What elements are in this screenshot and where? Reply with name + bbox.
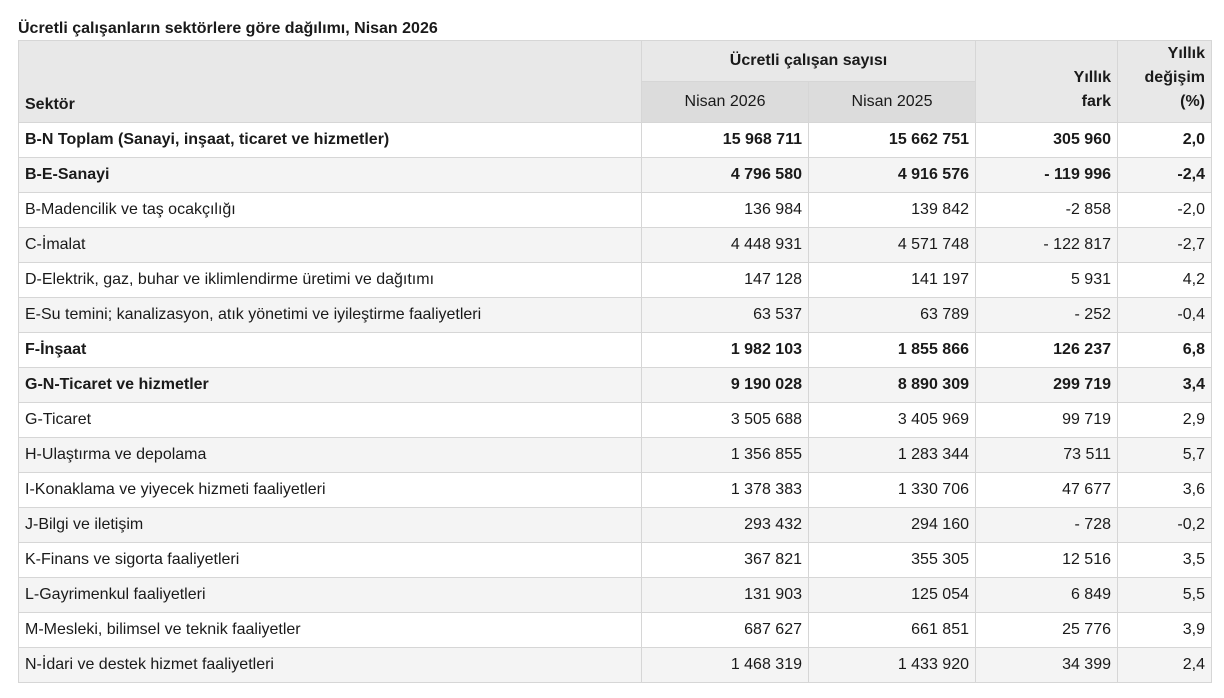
annual-diff-cell: 126 237 [976, 333, 1118, 368]
table-row [19, 473, 1212, 508]
april-2025-cell: 15 662 751 [809, 123, 976, 158]
annual-change-cell: 5,7 [1118, 438, 1212, 473]
table-row [19, 613, 1212, 648]
annual-change-cell: 2,0 [1118, 123, 1212, 158]
april-2026-cell: 147 128 [642, 263, 809, 298]
annual-change-cell: 2,9 [1118, 403, 1212, 438]
sector-cell: G-N-Ticaret ve hizmetler [19, 368, 642, 403]
april-2026-cell: 4 448 931 [642, 228, 809, 263]
april-2025-cell: 661 851 [809, 613, 976, 648]
table-title: Ücretli çalışanların sektörlere göre dağılımı, Nisan 2026 [18, 20, 438, 37]
april-2026-cell: 1 356 855 [642, 438, 809, 473]
april-2026-cell: 136 984 [642, 193, 809, 228]
annual-change-cell: 3,4 [1118, 368, 1212, 403]
sector-cell: G-Ticaret [19, 403, 642, 438]
april-2026-cell: 367 821 [642, 543, 809, 578]
header-annual-change [1118, 41, 1212, 123]
april-2025-cell: 4 916 576 [809, 158, 976, 193]
april-2025-cell: 1 283 344 [809, 438, 976, 473]
annual-change-cell: -2,4 [1118, 158, 1212, 193]
april-2025-cell: 125 054 [809, 578, 976, 613]
annual-change-cell: -2,0 [1118, 193, 1212, 228]
sector-cell: B-Madencilik ve taş ocakçılığı [19, 193, 642, 228]
header-annual-change-line3: (%) [1180, 93, 1205, 110]
april-2025-cell: 8 890 309 [809, 368, 976, 403]
april-2026-cell: 1 982 103 [642, 333, 809, 368]
april-2025-cell: 355 305 [809, 543, 976, 578]
table-row [19, 123, 1212, 158]
table-row [19, 403, 1212, 438]
april-2025-cell: 1 433 920 [809, 648, 976, 683]
annual-diff-cell: 12 516 [976, 543, 1118, 578]
annual-diff-cell: 99 719 [976, 403, 1118, 438]
annual-change-cell: -2,7 [1118, 228, 1212, 263]
annual-change-cell: 3,9 [1118, 613, 1212, 648]
annual-diff-cell: 299 719 [976, 368, 1118, 403]
april-2026-cell: 1 468 319 [642, 648, 809, 683]
sector-employment-table [18, 40, 1212, 683]
sector-cell: J-Bilgi ve iletişim [19, 508, 642, 543]
table-row [19, 263, 1212, 298]
table-body [19, 123, 1212, 683]
annual-diff-cell: 25 776 [976, 613, 1118, 648]
april-2025-cell: 141 197 [809, 263, 976, 298]
header-april-2026: Nisan 2026 [642, 82, 809, 123]
annual-change-cell: -0,2 [1118, 508, 1212, 543]
annual-diff-cell: 5 931 [976, 263, 1118, 298]
april-2025-cell: 139 842 [809, 193, 976, 228]
annual-change-cell: 3,6 [1118, 473, 1212, 508]
april-2025-cell: 3 405 969 [809, 403, 976, 438]
table-row [19, 228, 1212, 263]
sector-cell: I-Konaklama ve yiyecek hizmeti faaliyetleri [19, 473, 642, 508]
header-annual-diff [976, 41, 1118, 123]
annual-diff-cell: - 122 817 [976, 228, 1118, 263]
table-row [19, 543, 1212, 578]
table-row [19, 578, 1212, 613]
april-2026-cell: 9 190 028 [642, 368, 809, 403]
table-header [19, 41, 1212, 123]
april-2026-cell: 1 378 383 [642, 473, 809, 508]
sector-cell: D-Elektrik, gaz, buhar ve iklimlendirme üretimi ve dağıtımı [19, 263, 642, 298]
sector-cell: K-Finans ve sigorta faaliyetleri [19, 543, 642, 578]
table-row [19, 158, 1212, 193]
sector-cell: E-Su temini; kanalizasyon, atık yönetimi ve iyileştirme faaliyetleri [19, 298, 642, 333]
april-2026-cell: 131 903 [642, 578, 809, 613]
annual-diff-cell: 6 849 [976, 578, 1118, 613]
annual-change-cell: 2,4 [1118, 648, 1212, 683]
april-2025-cell: 1 855 866 [809, 333, 976, 368]
annual-change-cell: -0,4 [1118, 298, 1212, 333]
header-annual-change-line2: değişim [1144, 69, 1205, 86]
april-2026-cell: 15 968 711 [642, 123, 809, 158]
april-2026-cell: 3 505 688 [642, 403, 809, 438]
table-row [19, 508, 1212, 543]
annual-diff-cell: 47 677 [976, 473, 1118, 508]
table-row [19, 438, 1212, 473]
sector-cell: B-E-Sanayi [19, 158, 642, 193]
sector-cell: C-İmalat [19, 228, 642, 263]
april-2026-cell: 293 432 [642, 508, 809, 543]
header-sector: Sektör [19, 41, 642, 123]
annual-diff-cell: 34 399 [976, 648, 1118, 683]
annual-diff-cell: - 252 [976, 298, 1118, 333]
april-2025-cell: 1 330 706 [809, 473, 976, 508]
header-april-2025: Nisan 2025 [809, 82, 976, 123]
april-2025-cell: 63 789 [809, 298, 976, 333]
header-group-employees: Ücretli çalışan sayısı [642, 41, 976, 82]
april-2026-cell: 63 537 [642, 298, 809, 333]
annual-diff-cell: -2 858 [976, 193, 1118, 228]
annual-change-cell: 3,5 [1118, 543, 1212, 578]
annual-diff-cell: 73 511 [976, 438, 1118, 473]
table-row [19, 333, 1212, 368]
header-annual-diff-line1: Yıllık [1073, 69, 1111, 86]
annual-change-cell: 6,8 [1118, 333, 1212, 368]
sector-cell: N-İdari ve destek hizmet faaliyetleri [19, 648, 642, 683]
annual-change-cell: 4,2 [1118, 263, 1212, 298]
annual-change-cell: 5,5 [1118, 578, 1212, 613]
annual-diff-cell: - 728 [976, 508, 1118, 543]
table-row [19, 648, 1212, 683]
sector-cell: H-Ulaştırma ve depolama [19, 438, 642, 473]
table-container [18, 18, 1211, 683]
april-2025-cell: 294 160 [809, 508, 976, 543]
table-row [19, 368, 1212, 403]
annual-diff-cell: 305 960 [976, 123, 1118, 158]
sector-cell: L-Gayrimenkul faaliyetleri [19, 578, 642, 613]
annual-diff-cell: - 119 996 [976, 158, 1118, 193]
sector-cell: B-N Toplam (Sanayi, inşaat, ticaret ve hizmetler) [19, 123, 642, 158]
header-annual-diff-line2: fark [1081, 93, 1111, 110]
table-row [19, 298, 1212, 333]
sector-cell: F-İnşaat [19, 333, 642, 368]
table-row [19, 193, 1212, 228]
april-2026-cell: 687 627 [642, 613, 809, 648]
april-2025-cell: 4 571 748 [809, 228, 976, 263]
april-2026-cell: 4 796 580 [642, 158, 809, 193]
sector-cell: M-Mesleki, bilimsel ve teknik faaliyetler [19, 613, 642, 648]
header-annual-change-line1: Yıllık [1167, 45, 1205, 62]
